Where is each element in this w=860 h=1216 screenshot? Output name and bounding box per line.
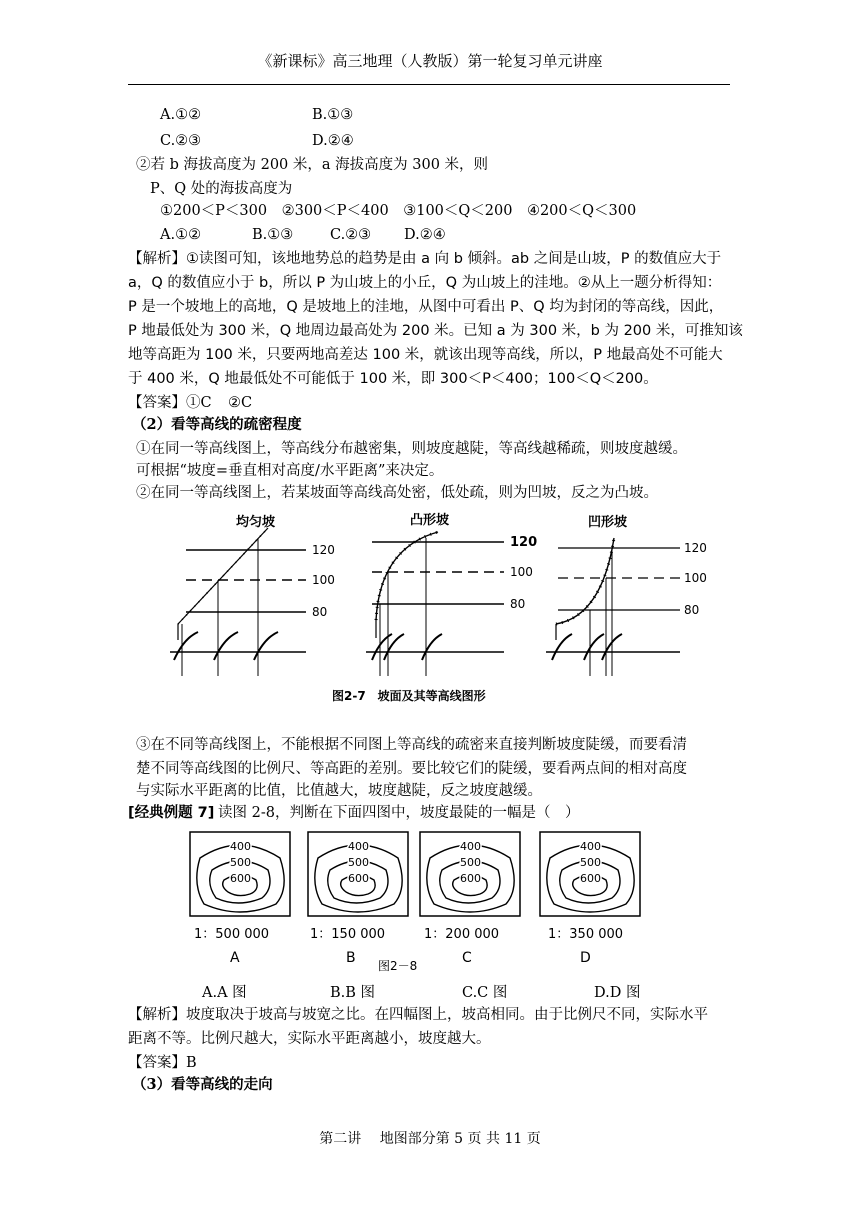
section2-p2: 可根据“坡度=垂直相对高度/水平距离”来决定。 <box>136 463 444 479</box>
map-a-letter: A <box>230 950 240 966</box>
uniform-slope-label: 均匀坡 <box>236 515 276 530</box>
analysis1-line6: 于 400 米，Q 地最低处不可能低于 100 米，即 300＜P＜400；100＜Q＜200。 <box>128 371 658 387</box>
contour-map-d <box>540 832 640 966</box>
analysis2-line1: 【解析】坡度取决于坡高与坡宽之比。在四幅图上，坡高相同。由于比例尺不同，实际水平 <box>128 1007 708 1023</box>
concave-slope-diagram <box>546 514 707 676</box>
analysis1-line1: 【解析】①读图可知，该地地势总的趋势是由 a 向 b 倾斜。ab 之间是山坡，P 的数值应大于 <box>128 251 722 267</box>
answer2: 【答案】B <box>128 1055 197 1071</box>
q2-option-a: A.①② <box>160 227 202 243</box>
section2-p3: ②在同一等高线图上，若某坡面等高线高处密，低处疏，则为凹坡，反之为凸坡。 <box>136 485 658 501</box>
map-c-letter: C <box>462 950 472 966</box>
map-b-label-500: 500 <box>348 856 369 869</box>
analysis1-line4: P 地最低处为 300 米，Q 地周边最高处为 200 米。已知 a 为 300 米，b 为 200 米，可推知该 <box>128 323 743 339</box>
q1-option-a: A.①② <box>160 107 202 123</box>
figure-2-8-contour-maps <box>180 828 650 978</box>
uniform-label-80: 80 <box>312 605 328 619</box>
convex-slope-label: 凸形坡 <box>410 513 450 528</box>
uniform-label-120: 120 <box>312 543 335 557</box>
contour-map-b <box>308 832 408 966</box>
q2-items: ①200＜P＜300 ②300＜P＜400 ③100＜Q＜200 ④200＜Q＜300 <box>160 203 637 219</box>
p3-line3: 与实际水平距离的比值，比值越大，坡度越陡，反之坡度越缓。 <box>136 783 542 799</box>
map-b-label-600: 600 <box>348 872 369 885</box>
example7-text: 读图 2-8，判断在下面四图中，坡度最陡的一幅是（ ） <box>218 805 580 821</box>
map-a-label-400: 400 <box>230 840 251 853</box>
map-d-scale: 1：350 000 <box>548 927 624 942</box>
concave-label-100: 100 <box>684 571 707 585</box>
concave-label-120: 120 <box>684 541 707 555</box>
map-d-letter: D <box>580 950 591 966</box>
map-a-scale: 1：500 000 <box>194 927 270 942</box>
uniform-label-100: 100 <box>312 573 335 587</box>
analysis1-line3: P 是一个坡地上的高地，Q 是坡地上的洼地，从图中可看出 P、Q 均为封闭的等高线，因此， <box>128 299 724 315</box>
contour-map-c <box>420 832 520 966</box>
convex-slope-diagram <box>366 512 537 676</box>
answer1-second: ②C <box>228 395 253 411</box>
q2-option-b: B.①③ <box>252 227 294 243</box>
example7-label: [经典例题 7] <box>128 805 215 821</box>
q7-option-b: B.B 图 <box>330 985 376 1001</box>
map-b-label-400: 400 <box>348 840 369 853</box>
q2-option-d: D.②④ <box>404 227 446 243</box>
map-c-scale: 1：200 000 <box>424 927 500 942</box>
header-rule <box>128 84 730 85</box>
analysis1-line2: a，Q 的数值应小于 b，所以 P 为山坡上的小丘，Q 为山坡上的洼地。②从上一题分析得知： <box>128 275 722 291</box>
map-c-label-600: 600 <box>460 872 481 885</box>
analysis2-line2: 距离不等。比例尺越大，实际水平距离越小，坡度越大。 <box>128 1031 491 1047</box>
section3-title: （3）看等高线的走向 <box>132 1076 273 1093</box>
concave-label-80: 80 <box>684 603 700 617</box>
page-header-title: 《新课标》高三地理（人教版）第一轮复习单元讲座 <box>257 52 603 70</box>
map-a-label-500: 500 <box>230 856 251 869</box>
uniform-slope-diagram <box>170 514 335 676</box>
map-b-letter: B <box>346 950 356 966</box>
map-c-label-500: 500 <box>460 856 481 869</box>
analysis1-line5: 地等高距为 100 米，只要两地高差达 100 米，就该出现等高线，所以，P 地最高处不可能大 <box>128 347 723 363</box>
q1-option-b: B.①③ <box>312 107 354 123</box>
convex-label-80: 80 <box>510 597 526 611</box>
q1-option-d: D.②④ <box>312 133 354 149</box>
concave-slope-label: 凹形坡 <box>588 515 628 530</box>
p3-line2: 楚不同等高线图的比例尺、等高距的差别。要比较它们的陡缓，要看两点间的相对高度 <box>136 761 687 777</box>
q2-stem-2: P、Q 处的海拔高度为 <box>150 181 293 197</box>
figure-2-7-slope-diagrams <box>170 508 710 708</box>
contour-map-a <box>190 832 290 966</box>
map-c-label-400: 400 <box>460 840 481 853</box>
q1-option-c: C.②③ <box>160 133 202 149</box>
q2-option-c: C.②③ <box>330 227 372 243</box>
figure-2-7-caption: 图2-7 坡面及其等高线图形 <box>332 689 486 703</box>
map-a-label-600: 600 <box>230 872 251 885</box>
map-d-label-500: 500 <box>580 856 601 869</box>
convex-label-100: 100 <box>510 565 533 579</box>
page-footer: 第二讲 地图部分第 5 页 共 11 页 <box>319 1131 541 1147</box>
q7-option-d: D.D 图 <box>594 985 641 1001</box>
p3-line1: ③在不同等高线图上，不能根据不同图上等高线的疏密来直接判断坡度陡缓，而要看清 <box>136 737 687 753</box>
section2-p1: ①在同一等高线图上，等高线分布越密集，则坡度越陡，等高线越稀疏，则坡度越缓。 <box>136 441 687 457</box>
q7-option-c: C.C 图 <box>462 985 508 1001</box>
section2-title: （2）看等高线的疏密程度 <box>132 416 302 433</box>
answer1-label: 【答案】①C <box>128 395 212 411</box>
convex-label-120: 120 <box>510 535 538 550</box>
figure-2-8-caption: 图2－8 <box>378 959 418 973</box>
q7-option-a: A.A 图 <box>202 985 247 1001</box>
q2-stem-1: ②若 b 海拔高度为 200 米，a 海拔高度为 300 米，则 <box>136 157 489 173</box>
map-b-scale: 1：150 000 <box>310 927 386 942</box>
map-d-label-400: 400 <box>580 840 601 853</box>
map-d-label-600: 600 <box>580 872 601 885</box>
